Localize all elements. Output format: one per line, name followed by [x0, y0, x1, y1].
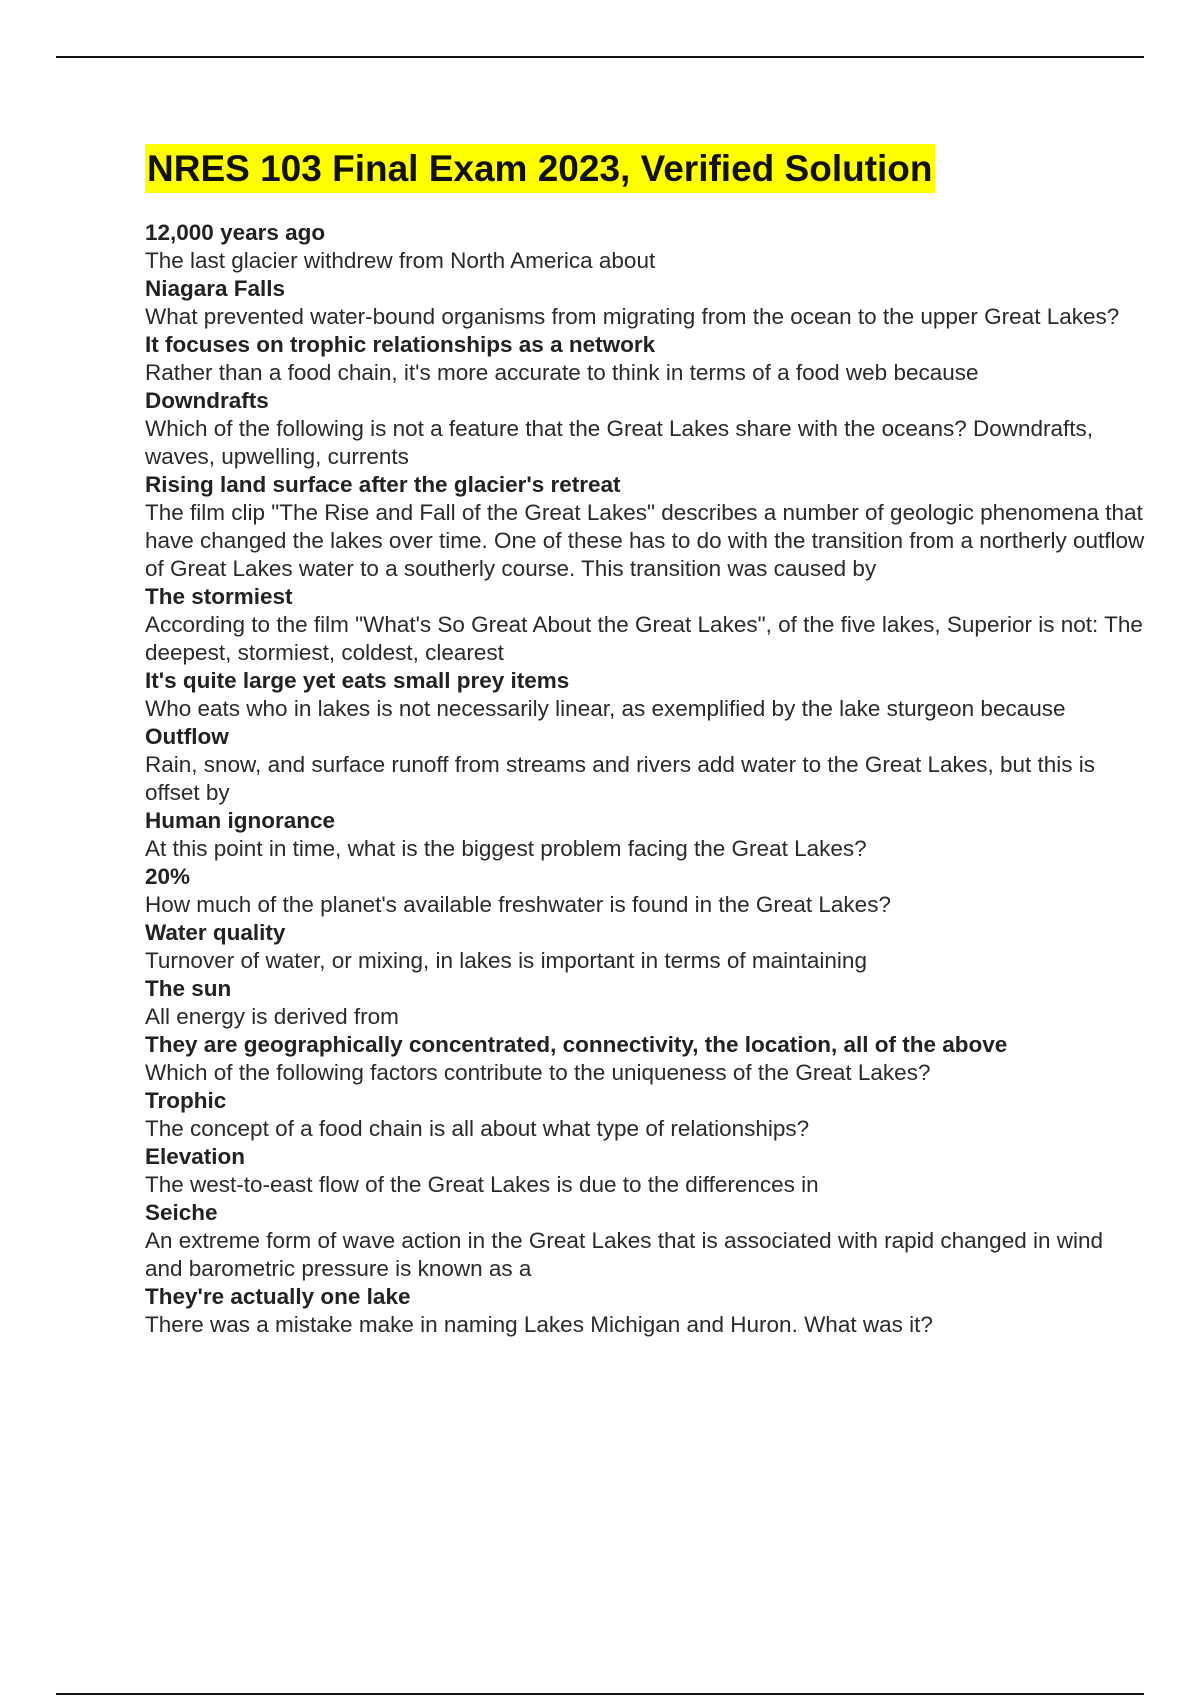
answer-text: They are geographically concentrated, connectivity, the location, all of the above — [145, 1032, 1008, 1057]
question-text: An extreme form of wave action in the Great Lakes that is associated with rapid changed in wind and barometric pressure is known as a — [145, 1228, 1104, 1281]
document-title: NRES 103 Final Exam 2023, Verified Solution — [145, 144, 935, 193]
qa-item — [145, 919, 1145, 975]
top-divider — [56, 56, 1144, 58]
answer-text: The sun — [145, 976, 232, 1001]
qa-item — [145, 1143, 1145, 1199]
question-text: Rain, snow, and surface runoff from streams and rivers add water to the Great Lakes, but this is offset by — [145, 752, 1096, 805]
qa-item — [145, 1087, 1145, 1143]
question-text: Which of the following factors contribute to the uniqueness of the Great Lakes? — [145, 1060, 931, 1085]
question-text: There was a mistake make in naming Lakes Michigan and Huron. What was it? — [145, 1312, 933, 1337]
question-text: What prevented water-bound organisms from migrating from the ocean to the upper Great Lakes? — [145, 304, 1120, 329]
qa-item — [145, 1199, 1145, 1283]
question-text: How much of the planet's available freshwater is found in the Great Lakes? — [145, 892, 891, 917]
qa-item — [145, 975, 1145, 1031]
bottom-divider — [56, 1693, 1144, 1695]
qa-item — [145, 219, 1145, 275]
answer-text: Human ignorance — [145, 808, 336, 833]
question-text: All energy is derived from — [145, 1004, 399, 1029]
answer-text: Downdrafts — [145, 388, 269, 413]
qa-item — [145, 863, 1145, 919]
qa-item — [145, 807, 1145, 863]
question-text: The last glacier withdrew from North America about — [145, 248, 656, 273]
question-text: The concept of a food chain is all about what type of relationships? — [145, 1116, 810, 1141]
question-text: According to the film "What's So Great About the Great Lakes", of the five lakes, Superior is not: The deepest, stormiest, coldest, clearest — [145, 612, 1143, 665]
answer-text: Niagara Falls — [145, 276, 286, 301]
qa-item — [145, 723, 1145, 807]
answer-text: Elevation — [145, 1144, 246, 1169]
answer-text: They're actually one lake — [145, 1284, 411, 1309]
question-text: The film clip "The Rise and Fall of the Great Lakes" describes a number of geologic phenomena that have changed the lakes over time. One of these has to do with the transition from a northerly outflow of Great Lakes water to a southerly course. This transition was caused by — [145, 500, 1145, 581]
qa-item — [145, 1283, 1145, 1339]
answer-text: Outflow — [145, 724, 229, 749]
qa-item — [145, 471, 1145, 583]
answer-text: The stormiest — [145, 584, 293, 609]
question-text: Turnover of water, or mixing, in lakes is important in terms of maintaining — [145, 948, 867, 973]
answer-text: Rising land surface after the glacier's retreat — [145, 472, 621, 497]
question-text: Who eats who in lakes is not necessarily linear, as exemplified by the lake sturgeon because — [145, 696, 1066, 721]
answer-text: 20% — [145, 864, 191, 889]
answer-text: Seiche — [145, 1200, 218, 1225]
answer-text: 12,000 years ago — [145, 220, 326, 245]
answer-text: It's quite large yet eats small prey items — [145, 668, 570, 693]
answer-text: Water quality — [145, 920, 286, 945]
qa-item — [145, 583, 1145, 667]
answer-text: It focuses on trophic relationships as a network — [145, 332, 656, 357]
question-text: At this point in time, what is the biggest problem facing the Great Lakes? — [145, 836, 867, 861]
answer-text: Trophic — [145, 1088, 227, 1113]
qa-list — [145, 219, 1145, 1339]
qa-item — [145, 387, 1145, 471]
question-text: The west-to-east flow of the Great Lakes is due to the differences in — [145, 1172, 819, 1197]
qa-item — [145, 275, 1145, 331]
qa-item — [145, 1031, 1145, 1087]
qa-item — [145, 667, 1145, 723]
question-text: Which of the following is not a feature that the Great Lakes share with the oceans? Downdrafts, waves, upwelling, currents — [145, 416, 1094, 469]
qa-item — [145, 331, 1145, 387]
title-block — [145, 144, 935, 193]
question-text: Rather than a food chain, it's more accurate to think in terms of a food web because — [145, 360, 979, 385]
